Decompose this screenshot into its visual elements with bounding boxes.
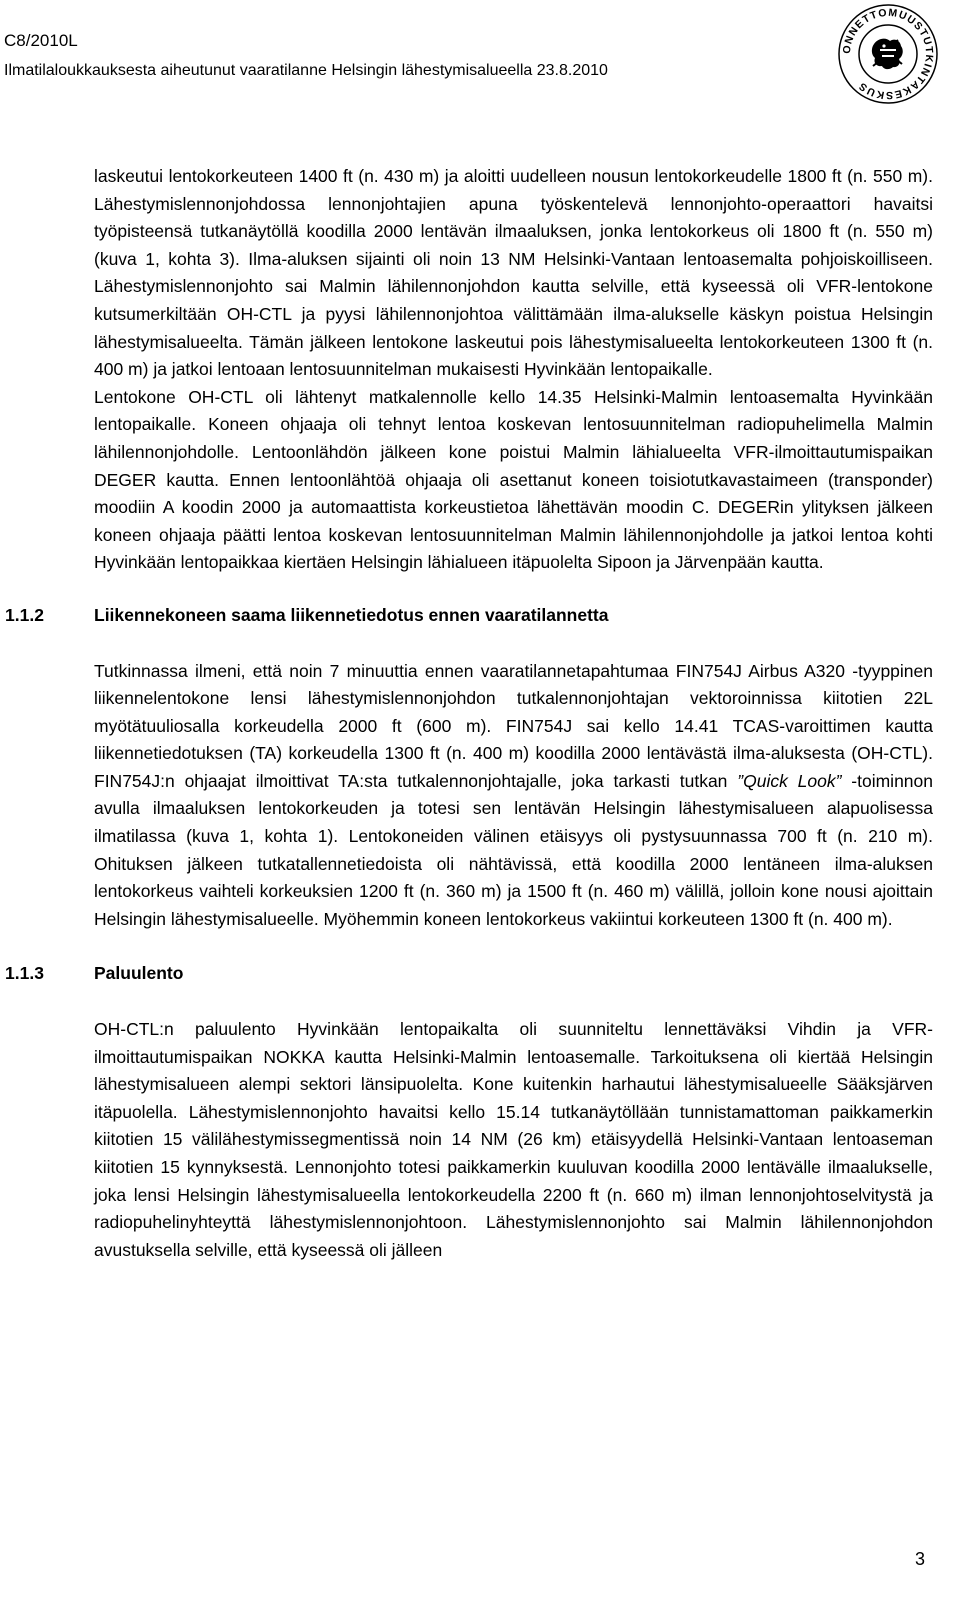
quoted-function-name: ”Quick Look” (737, 770, 842, 791)
section-paragraph: OH-CTL:n paluulento Hyvinkään lentopaikalta oli suunniteltu lennettäväksi Vihdin ja VFR-ilmoittautumispaikan NOKKA kautta Helsinki-Malmin lentoasemalle. Tarkoituksena oli kiertää Helsingin lähestymisalueen alempi sektori länsipuolelta. Kone kuitenkin harhautui lähestymisalueelle Sääksjärven itäpuolella. Lähestymislennonjohto havaitsi kello 15.14 tutkanäytöllään tunnistamattoman paikkamerkin kiitotien 15 välilähestymissegmentissä noin 14 NM (26 km) etäisyydellä Helsinki-Vantaan lentoaseman kiitotien 15 kynnyksestä. Lennonjohto totesi paikkamerkin kuuluvan koodilla 2000 lentävälle ilmaalukselle, joka lensi Helsingin lähestymisalueella lentokorkeudella 2200 ft (n. 660 m) ilman lennonjohtoselvitystä ja radiopuhelinyhteyttä lähestymislennonjohtoon. Lähestymislennonjohto sai Malmin lähilennonjohdon avustuksella selville, että kyseessä oli jälleen (94, 1019, 933, 1260)
paragraph-2: Lentokone OH-CTL oli lähtenyt matkalennolle kello 14.35 Helsinki-Malmin lentoasemalta Hyvinkään lentopaikalle. Koneen ohjaaja oli tehnyt lentoa koskevan lentosuunnitelman radiopuhelimella Malmin lähilennonjohdolle. Lentoonlähdön jälkeen kone poistui Malmin lähialueelta VFR-ilmoittautumispaikan DEGER kautta. Ennen lentoonlähtöä ohjaaja oli asettanut koneen toisiotutkavastaimeen (transponder) moodiin A koodin 2000 ja automaattista korkeustietoa lähettävän moodin C. DEGERin ylityksen jälkeen koneen ohjaaja päätti lentoa koskevan lentosuunnitelman Malmin lähilennonjohdolle ja jatkoi lentoa kohti Hyvinkään lentopaikkaa kiertäen Helsingin lähialueen itäpuolelta Sipoon ja Järvenpään kautta. (94, 386, 933, 573)
section-paragraph (94, 658, 933, 934)
document-body (5, 163, 933, 1264)
investigation-board-logo (836, 2, 940, 106)
logo-ring-text: ONNETTOMUUSTUTKINTAKESKUS (840, 6, 936, 102)
section-title: Paluulento (94, 963, 184, 984)
page-number: 3 (915, 1549, 926, 1569)
section-number: 1.1.2 (5, 604, 44, 625)
report-id: C8/2010L (4, 31, 78, 50)
report-subtitle: Ilmatilaloukkauksesta aiheutunut vaaratilanne Helsingin lähestymisalueella 23.8.2010 (4, 62, 608, 79)
section-1-1-2 (5, 602, 933, 934)
paragraph-1: laskeutui lentokorkeuteen 1400 ft (n. 430 m) ja aloitti uudelleen nousun lentokorkeudelle 1800 ft (n. 550 m). Lähestymislennonjohdossa lennonjohtajien apuna työskentelevä lennonjohto-operaattori havaitsi työpisteensä tutkanäytöllä koodilla 2000 lentävän ilmaaluksen, jonka lentokorkeus oli 1800 ft (n. 550 m) (kuva 1, kohta 3). Ilma-aluksen sijainti oli noin 13 NM Helsinki-Vantaan lentoasemalta pohjoiskoilliseen. Lähestymislennonjohto sai Malmin lähilennonjohdon kautta selville, että kyseessä oli VFR-lentokone kutsumerkiltään OH-CTL ja pyysi lähilennonjohtoa välittämään ilma-alukselle käskyn poistua Helsingin lähestymisalueelta. Tämän jälkeen lentokone laskeutui pois lähestymisalueelta lentokorkeuteen 1300 ft (n. 400 m) ja jatkoi lentoaan lentosuunnitelman mukaisesti Hyvinkään lentopaikalle. (94, 166, 933, 380)
section-number: 1.1.3 (5, 963, 44, 984)
page-header (4, 30, 784, 81)
text-segment: Tutkinnassa ilmeni, että noin 7 minuuttia ennen vaaratilannetapahtumaa FIN754J Airbus A320 -tyyppinen liikennelentokone lensi lähestymislennonjohdon tutkalennonjohtajan vektoroinnissa kiitotien 22L myötätuuliosalla korkeudella 2000 ft (600 m). FIN754J sai kello 14.41 TCAS-varoittimen kautta liikennetiedotuksen (TA) korkeudella 1300 ft (n. 400 m) koodilla 2000 lentävästä ilma-aluksesta (OH-CTL). FIN754J:n ohjaajat ilmoittivat TA:sta tutkalennonjohtajalle, joka tarkasti tutkan (94, 660, 933, 791)
lion-emblem-icon (872, 39, 903, 70)
section-heading (5, 602, 933, 630)
section-1-1-3 (5, 960, 933, 1264)
section-heading (5, 960, 933, 988)
text-segment: -toiminnon avulla ilmaaluksen lentokorkeuden ja totesi sen lentävän Helsingin lähestymisalueen alapuolisessa ilmatilassa (kuva 1, kohta 1). Lentokoneiden välinen etäisyys oli pystysuunnassa 700 ft (n. 210 m). Ohituksen jälkeen tutkatallennetiedoista oli nähtävissä, että koodilla 2000 lentäneen ilma-aluksen lentokorkeus vaihteli korkeuksien 1200 ft (n. 360 m) ja 1500 ft (n. 460 m) välillä, jolloin kone nousi ajoittain Helsingin lähestymisalueelle. Myöhemmin koneen lentokorkeus vakiintui korkeuteen 1300 ft (n. 400 m). (94, 770, 933, 929)
section-title: Liikennekoneen saama liikennetiedotus ennen vaaratilannetta (94, 604, 609, 625)
